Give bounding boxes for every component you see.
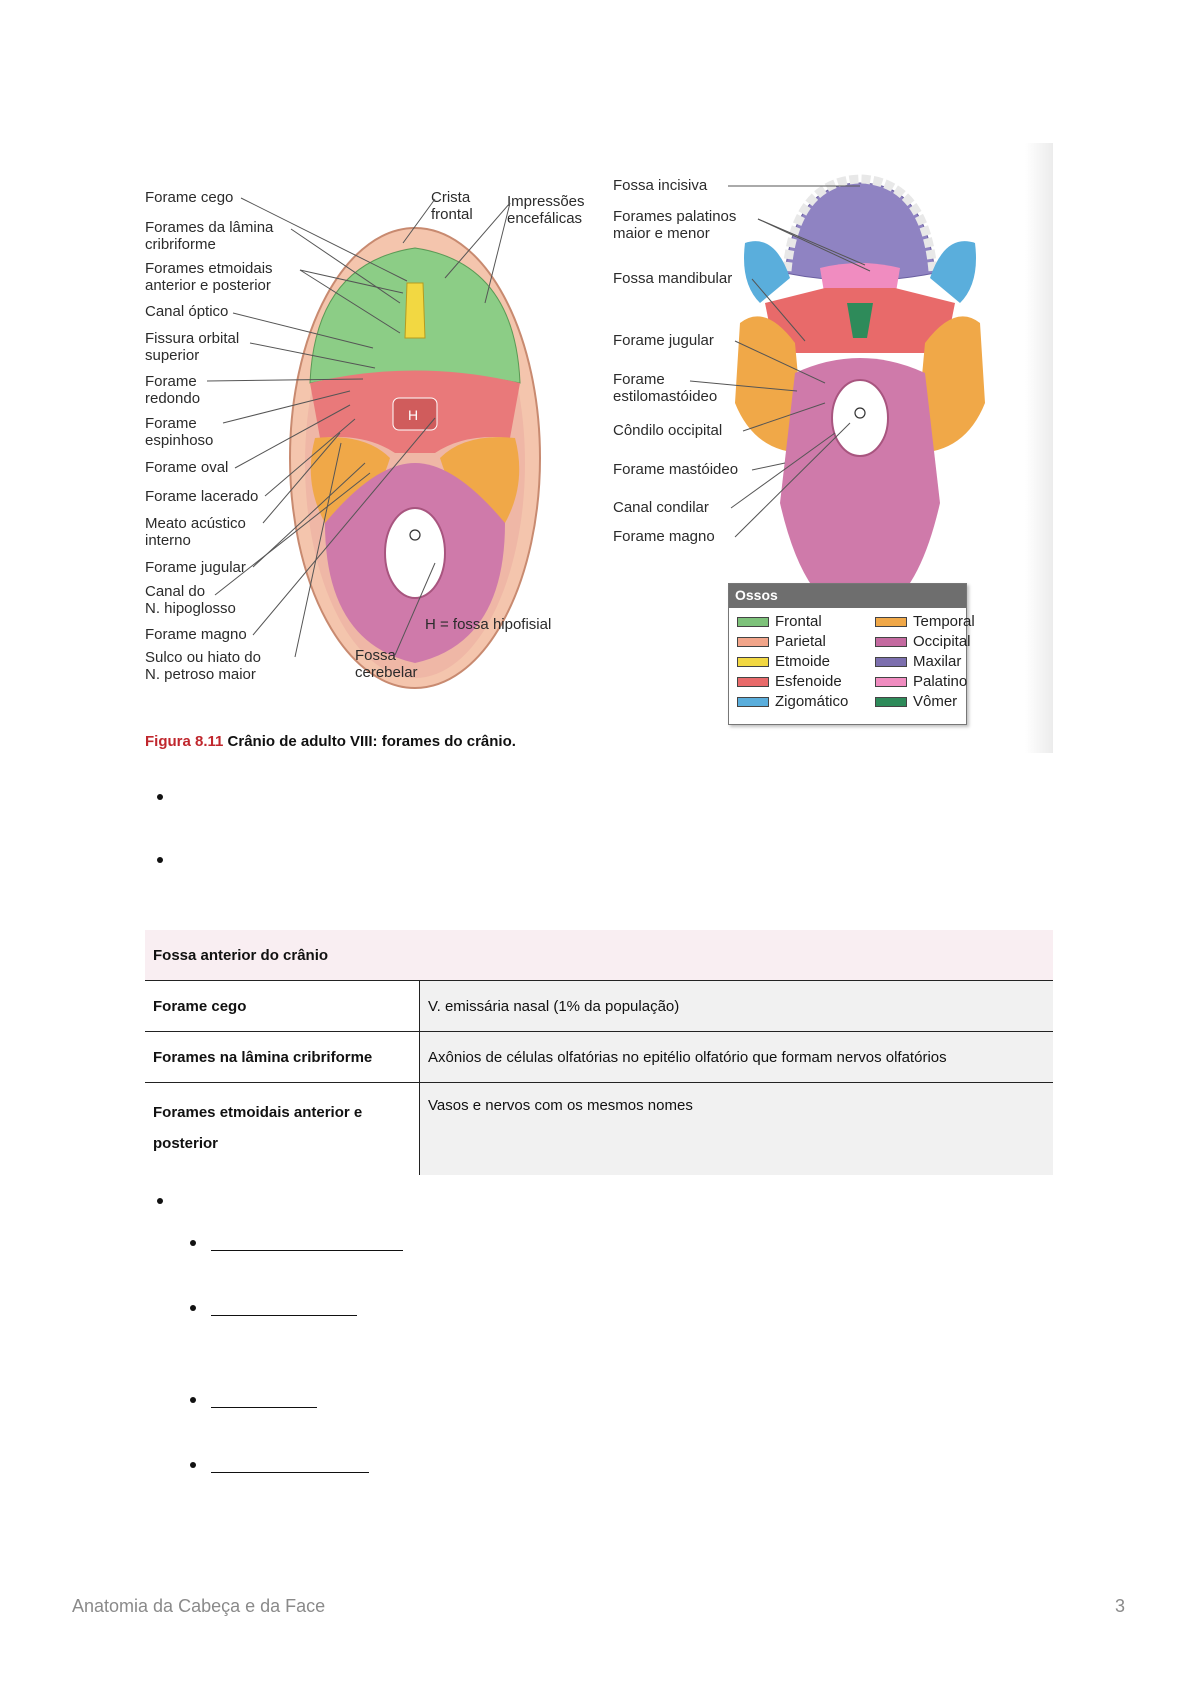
legend-swatch xyxy=(875,677,907,687)
left-label-forame-oval: Forame oval xyxy=(145,459,229,476)
left-label-forame-magno: Forame magno xyxy=(145,626,247,643)
legend-label: Temporal xyxy=(913,613,975,630)
legend-swatch xyxy=(875,637,907,647)
right-label-forames-palatinos: Forames palatinos maior e menor xyxy=(613,208,737,242)
legend-label: Palatino xyxy=(913,673,968,690)
right-label-condilo-occipital: Côndilo occipital xyxy=(613,422,723,439)
fossa-anterior-table xyxy=(145,930,1053,1175)
caption-text: Crânio de adulto VIII: forames do crânio. xyxy=(227,733,516,750)
right-label-forame-jugular: Forame jugular xyxy=(613,332,714,349)
table-value: Axônios de células olfatórias no epitélio olfatório que formam nervos olfatórios xyxy=(420,1032,1054,1083)
right-label-fossa-mandibular: Fossa mandibular xyxy=(613,270,733,287)
bones-legend xyxy=(728,583,975,725)
table-key: Forames na lâmina cribriforme xyxy=(145,1032,420,1083)
label-crista-frontal: Crista frontal xyxy=(431,189,473,223)
left-label-fissura-orbital: Fissura orbital superior xyxy=(145,330,240,364)
right-label-fossa-incisiva: Fossa incisiva xyxy=(613,177,708,194)
table-value: Vasos e nervos com os mesmos nomes xyxy=(420,1083,1054,1176)
legend-swatch xyxy=(737,617,769,627)
legend-swatch xyxy=(875,657,907,667)
table-key: Forames etmoidais anterior e posterior xyxy=(145,1083,420,1176)
sub-bullet-2 xyxy=(190,1305,196,1311)
left-label-meato-acustico: Meato acústico interno xyxy=(145,515,246,549)
legend-title: Ossos xyxy=(729,584,966,608)
figure xyxy=(145,143,1053,753)
legend-label: Zigomático xyxy=(775,693,849,710)
left-label-sulco-petroso: Sulco ou hiato do N. petroso maior xyxy=(145,649,261,683)
left-label-forames-lamina-cribriforme: Forames da lâmina cribriforme xyxy=(145,219,274,253)
left-label-forame-jugular: Forame jugular xyxy=(145,559,246,576)
right-label-forame-estilomastoideo: Forame estilomastóideo xyxy=(613,371,718,405)
label-h-note: H = fossa hipofisial xyxy=(425,616,552,633)
legend-item xyxy=(875,653,961,670)
blank-line-4 xyxy=(211,1472,369,1473)
blank-line-2 xyxy=(211,1315,357,1316)
table-key: Forame cego xyxy=(145,981,420,1032)
legend-item xyxy=(737,653,830,670)
table-header: Fossa anterior do crânio xyxy=(145,930,1053,981)
legend-label: Maxilar xyxy=(913,653,962,670)
footer-title: Anatomia da Cabeça e da Face xyxy=(72,1596,326,1616)
label-fossa-cerebelar: Fossa cerebelar xyxy=(355,647,418,681)
legend-label: Vômer xyxy=(913,693,958,710)
legend-item xyxy=(875,693,957,710)
legend-item xyxy=(737,693,848,710)
legend-item xyxy=(737,633,826,650)
table-row xyxy=(145,1032,1053,1083)
left-label-forames-etmoidais: Forames etmoidais anterior e posterior xyxy=(145,260,273,294)
legend-swatch xyxy=(737,697,769,707)
legend-item xyxy=(875,613,975,630)
h-marker: H xyxy=(408,407,419,423)
legend-item xyxy=(737,673,842,690)
table-row xyxy=(145,981,1053,1032)
figure-caption xyxy=(145,733,516,750)
legend-item xyxy=(875,633,971,650)
legend-swatch xyxy=(737,657,769,667)
legend-label: Frontal xyxy=(775,613,822,630)
page-number: 3 xyxy=(1115,1596,1126,1616)
sub-bullet-3 xyxy=(190,1397,196,1403)
legend-label: Esfenoide xyxy=(775,673,842,690)
legend-label: Etmoide xyxy=(775,653,831,670)
legend-swatch xyxy=(737,677,769,687)
left-label-forame-espinhoso: Forame espinhoso xyxy=(145,415,214,449)
caption-number: Figura 8.11 xyxy=(145,733,224,750)
legend-items xyxy=(729,608,975,718)
table-header-row xyxy=(145,930,1053,981)
bullet-1 xyxy=(157,794,163,800)
left-label-canal-hipoglosso: Canal do N. hipoglosso xyxy=(145,583,236,617)
legend-item xyxy=(875,673,967,690)
table-value: V. emissária nasal (1% da população) xyxy=(420,981,1054,1032)
right-label-canal-condilar: Canal condilar xyxy=(613,499,709,516)
sub-bullet-1 xyxy=(190,1240,196,1246)
legend-label: Parietal xyxy=(775,633,826,650)
bullet-3 xyxy=(157,1198,163,1204)
blank-line-3 xyxy=(211,1407,317,1408)
left-label-forame-lacerado: Forame lacerado xyxy=(145,488,259,505)
label-impressoes-encefalicas: Impressões encefálicas xyxy=(507,193,585,227)
sub-bullet-4 xyxy=(190,1462,196,1468)
legend-swatch xyxy=(875,697,907,707)
left-label-canal-optico: Canal óptico xyxy=(145,303,229,320)
legend-swatch xyxy=(737,637,769,647)
left-label-forame-redondo: Forame redondo xyxy=(145,373,201,407)
legend-item xyxy=(737,613,822,630)
bullet-2 xyxy=(157,857,163,863)
left-label-forame-cego: Forame cego xyxy=(145,189,234,206)
blank-line-1 xyxy=(211,1250,403,1251)
legend-swatch xyxy=(875,617,907,627)
table-row xyxy=(145,1083,1053,1176)
right-label-forame-magno: Forame magno xyxy=(613,528,715,545)
right-label-forame-mastoideo: Forame mastóideo xyxy=(613,461,739,478)
legend-label: Occipital xyxy=(913,633,971,650)
